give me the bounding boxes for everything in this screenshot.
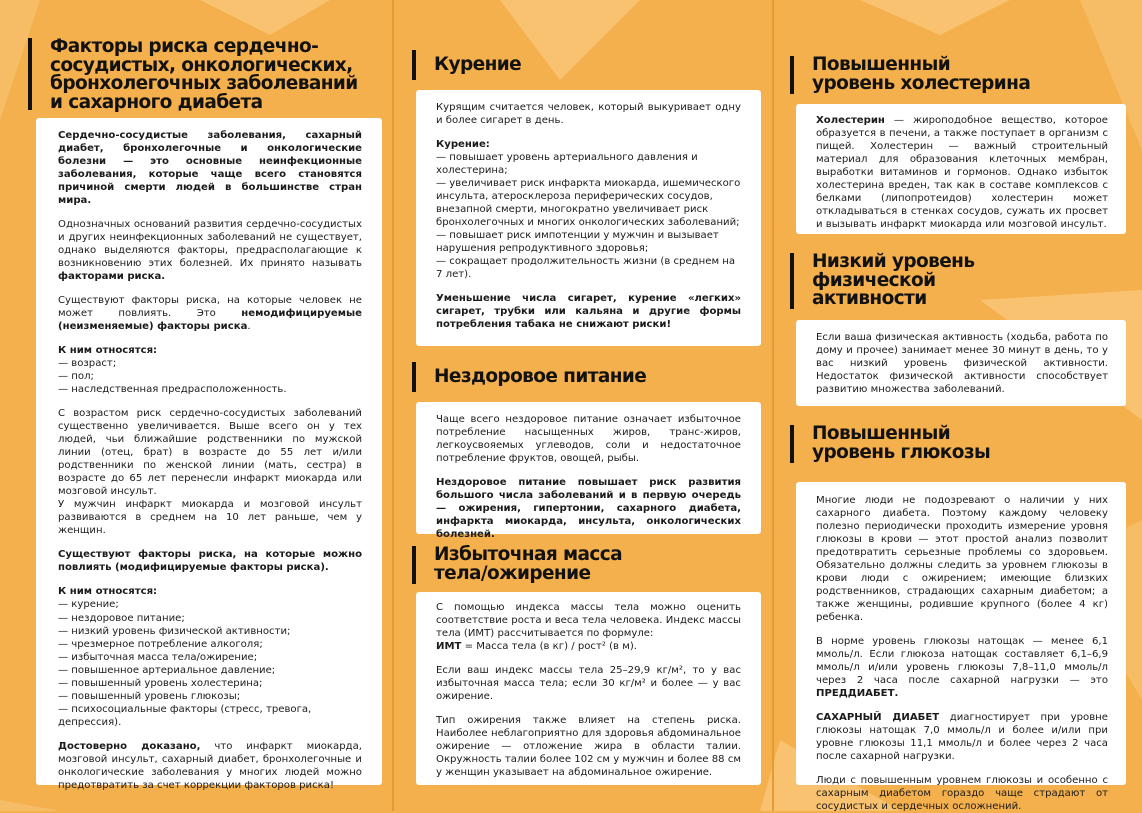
main-title-line: Факторы риска сердечно-: [50, 36, 319, 57]
intro-text: Сердечно-сосудистые заболевания, сахарный диабет, бронхолегочные и онкологические болезни — это основные неинфекционные заболевания, которые чаще всего становятся причиной смерти людей в большинстве стран мира.: [58, 130, 362, 207]
list-item: — повышенное артериальное давление;: [58, 664, 276, 676]
gender-risk-text: У мужчин инфаркт миокарда и мозговой инсульт развиваются в среднем на 10 лет раньше, чем у женщин.: [58, 499, 362, 537]
heading-text: Курение: [434, 54, 522, 75]
cholesterol-heading: [790, 56, 1130, 93]
smoking-heading: [412, 50, 752, 75]
text: .: [247, 321, 251, 333]
abdominal-obesity-text: Тип ожирения также влияет на степень риска. Наиболее неблагоприятно для здоровья абдоминальное ожирение — отложение жира в области талии. Окружность талии более 102 см у мужчин и более 88 см у женщин указывает на абдоминальное ожирение.: [436, 715, 741, 779]
list-item: — нездоровое питание;: [58, 612, 185, 624]
list-item: — повышенный уровень глюкозы;: [58, 690, 241, 702]
list1-title: К ним относятся:: [58, 345, 158, 357]
main-title-line: бронхолегочных заболеваний: [50, 73, 358, 94]
list-item: — наследственная предрасположенность.: [58, 384, 287, 396]
bold-term: факторами риска.: [58, 271, 166, 283]
list-item: — курение;: [58, 599, 119, 611]
activity-card: [796, 320, 1126, 406]
text: В норме уровень глюкозы натощак — менее 6,1 ммоль/л. Если глюкоза натощак составляет 6,1–6,9 ммоль/л и/или уровень глюкозы 7,8–11,0 ммоль/л через 2 часа после сахарной нагрузки — это: [816, 636, 1108, 687]
list-item: — сокращает продолжительность жизни (в среднем на 7 лет).: [436, 256, 736, 281]
bold-term: Холестерин: [816, 115, 885, 126]
nutrition-heading: [412, 362, 752, 387]
list-item: — возраст;: [58, 358, 117, 370]
bold-term: ПРЕДДИАБЕТ.: [816, 688, 899, 700]
non-modifiable-text: [58, 294, 362, 333]
fold-line-left: [392, 0, 394, 811]
nutrition-warning: Нездоровое питание повышает риск развития большого числа заболеваний и в первую очередь — ожирения, гипертонии, сахарного диабета, инфаркта миокарда, инсульта, онкологических болезней.: [436, 477, 741, 541]
smoking-definition: Курящим считается человек, который выкуривает одну и более сигарет в день.: [436, 102, 741, 127]
cholesterol-card: [796, 104, 1126, 234]
nutrition-card: [416, 402, 761, 541]
heading-accent-bar: [412, 362, 416, 392]
heading-text: Нездоровое питание: [434, 366, 647, 387]
heading-text: Повышенный: [812, 423, 951, 444]
glucose-intro: Многие люди не подозревают о наличии у них сахарного диабета. Поэтому каждому человеку полезно периодически проходить измерение уровня глюкозы в крови — этот простой анализ позволит предотвратить серьезные проблемы со здоровьем. Обязательно должны следить за уровнем глюкозы в крови люди с ожирением; имеющие близких родственников, страдающих сахарным диабетом; а также женщины, родившие крупного (более 4 кг) ребенка.: [816, 495, 1108, 624]
heading-accent-bar: [790, 56, 794, 94]
bmi-formula: [436, 640, 741, 653]
activity-heading: [790, 253, 1130, 309]
heading-accent-bar: [412, 546, 416, 584]
heading-text: активности: [812, 288, 927, 309]
conclusion-text: [58, 740, 362, 792]
list-item: — повышает риск импотенции у мужчин и вызывает нарушения репродуктивного здоровья;: [436, 230, 719, 255]
text: — жироподобное вещество, которое образуется в печени, а также поступает в организм с пищей. Холестерин — важный строительный материал для образования клеточных мембран, выработки витаминов и гормонов. Однако избыток холестерина вреден, так как в составе комплексов с белками (липопротеидов) холестерин может откладываться в стенках сосудов, сужать их просвет и вызывать инфаркт миокарда или мозговой инсульт.: [816, 115, 1108, 231]
glucose-complications: Люди с повышенным уровнем глюкозы и особенно с сахарным диабетом гораздо чаще страдают от сосудистых и сердечных осложнений.: [816, 775, 1108, 813]
list2-title: К ним относятся:: [58, 586, 158, 598]
heading-accent-bar: [412, 50, 416, 80]
heading-text: Низкий уровень: [812, 251, 975, 272]
heading-text: физической: [812, 269, 936, 291]
non-modifiable-intro: [58, 218, 362, 283]
list-item: — повышенный уровень холестерина;: [58, 677, 263, 689]
heading-text: Повышенный: [812, 54, 951, 75]
bold-term: ИМТ: [436, 641, 462, 653]
cholesterol-text: [816, 114, 1108, 231]
title-accent-bar: [28, 38, 32, 110]
heading-text: тела/ожирение: [434, 562, 591, 584]
list-item: — чрезмерное потребление алкоголя;: [58, 638, 263, 650]
list-item: — пол;: [58, 371, 94, 383]
smoking-warning: Уменьшение числа сигарет, курение «легких» сигарет, трубки или кальяна и другие формы потребления табака не снижают риски!: [436, 293, 741, 331]
text: Существуют факторы риска, на которые человек не может повлиять. Это: [58, 295, 362, 320]
bmi-ranges: Если ваш индекс массы тела 25–29,9 кг/м², то у вас избыточная масса тела; если 30 кг/м² и более — у вас ожирение.: [436, 665, 741, 703]
smoking-card: [416, 90, 761, 346]
main-title-line: сосудистых, онкологических,: [50, 54, 353, 76]
main-title: [28, 38, 388, 112]
modifiable-intro: Существуют факторы риска, на которые можно повлиять (модифицируемые факторы риска).: [58, 549, 362, 574]
bold-term: Достоверно доказано,: [58, 740, 201, 752]
text: диагностирует при уровне глюкозы натощак 7,0 ммоль/л и более и/или при уровне глюкозы 11,1 ммоль/л и более через 2 часа после сахарной нагрузки.: [816, 712, 1108, 763]
modifiable-list: [58, 598, 362, 728]
nutrition-text: Чаще всего нездоровое питание означает избыточное потребление насыщенных жиров, транс-жиров, легкоусвояемых углеводов, соли и недостаточное потребление фруктов, овощей, рыбы.: [436, 414, 741, 465]
list-item: — повышает уровень артериального давления и холестерина;: [436, 152, 698, 177]
glucose-norm: [816, 635, 1108, 700]
bold-term: САХАРНЫЙ ДИАБЕТ: [816, 712, 940, 724]
smoking-subtitle: Курение:: [436, 139, 490, 151]
obesity-card: [416, 592, 761, 785]
activity-text: Если ваша физическая активность (ходьба, работа по дому и прочее) занимает менее 30 минут в день, то у вас низкий уровень физической активности. Недостаток физической активности способствует развитию множества заболеваний.: [816, 332, 1108, 396]
list-item: — увеличивает риск инфаркта миокарда, ишемического инсульта, атеросклероза периферических сосудов, внезапной смерти, многократно увеличивает риск бронхолегочных и многих онкологических заболеваний;: [436, 178, 741, 229]
list-item: — избыточная масса тела/ожирение;: [58, 651, 258, 663]
risk-factors-card: [36, 118, 382, 791]
obesity-heading: [412, 546, 752, 583]
text: = Масса тела (в кг) / рост² (в м).: [461, 641, 637, 653]
bold-term: немодифицируемые (неизменяемые) факторы риска: [58, 308, 362, 333]
bmi-intro: С помощью индекса массы тела можно оценить соответствие роста и веса тела человека. Индекс массы тела (ИМТ) рассчитывается по формуле:: [436, 602, 741, 640]
non-modifiable-list: [58, 357, 362, 396]
list-item: — психосоциальные факторы (стресс, тревога, депрессия).: [58, 703, 312, 728]
glucose-card: [796, 482, 1126, 813]
smoking-effects-list: [436, 151, 741, 281]
heading-text: уровень холестерина: [812, 72, 1031, 94]
heading-text: Избыточная масса: [434, 544, 623, 565]
list-item: — низкий уровень физической активности;: [58, 625, 291, 637]
glucose-heading: [790, 425, 1130, 462]
fold-line-right: [772, 0, 774, 811]
heading-accent-bar: [790, 425, 794, 463]
diabetes-diagnosis: [816, 711, 1108, 763]
main-title-line: и сахарного диабета: [50, 91, 263, 113]
age-risk-text: С возрастом риск сердечно-сосудистых заболеваний существенно увеличивается. Выше всего он у тех людей, чьи ближайшие родственники по мужской линии (отец, брат) в возрасте до 55 лет и/или родственники по женской линии (мать, сестра) в возрасте до 65 лет перенесли инфаркт миокарда или мозговой инсульт.: [58, 408, 362, 498]
text: Однозначных оснований развития сердечно-сосудистых и других неинфекционных заболеваний не существует, однако выделяются факторы, предрасполагающие к возникновению этих болезней. Их принято называть: [58, 219, 362, 270]
text: что инфаркт миокарда, мозговой инсульт, сахарный диабет, бронхолегочные и онкологические заболевания у многих людей можно предотвратить за счет коррекции факторов риска!: [58, 740, 362, 791]
heading-accent-bar: [790, 253, 794, 309]
heading-text: уровень глюкозы: [812, 441, 991, 463]
